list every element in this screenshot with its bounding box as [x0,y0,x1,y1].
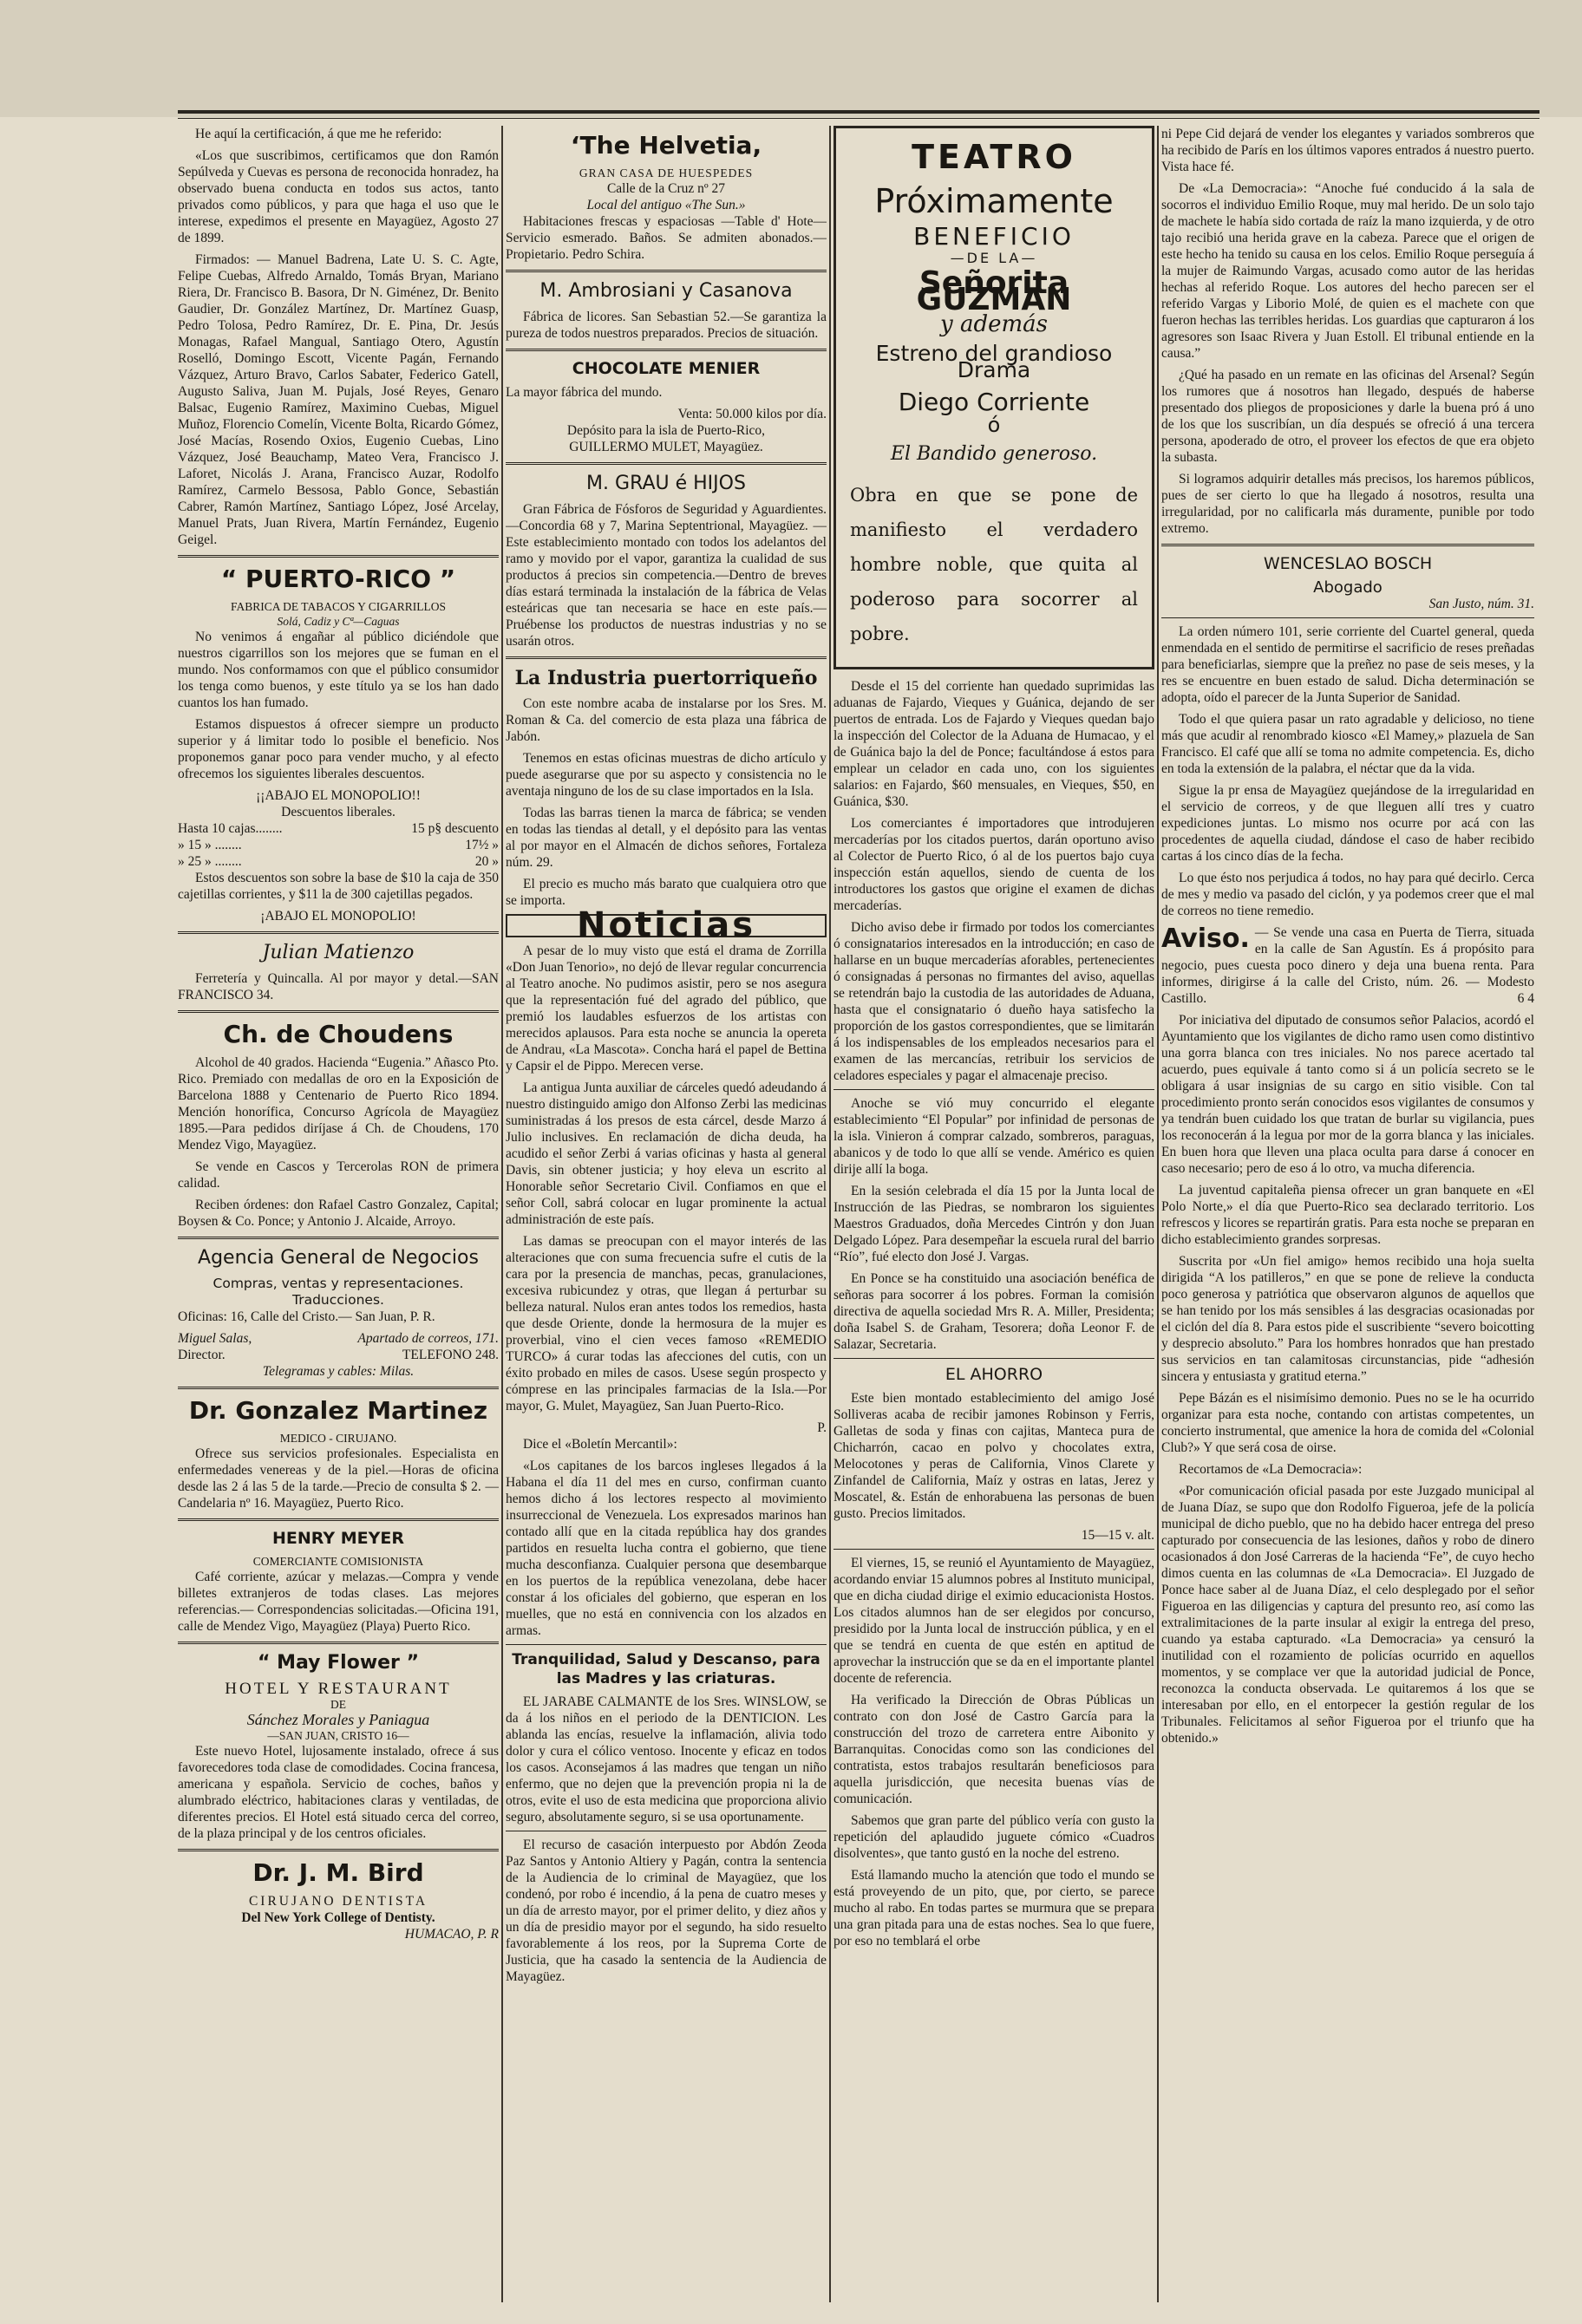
arsenal-text-2: Si logramos adquirir detalles más precisos, los haremos públicos, pues de ser cierto lo que ha llegado á nosotros, resulta una irregularidad, por no calificarla más duramente, punible por todo extremo. [1161,472,1534,536]
divider [178,1849,499,1851]
divider [178,1642,499,1644]
page-top-margin [0,0,1582,117]
gonzalez-title: Dr. Gonzalez Martinez [188,1396,488,1425]
noticias-heading: Noticias [506,914,827,937]
puerto-rico-p5: Estos descuentos son sobre la base de $10 la caja de 350 cajetillas corrientes, y $11 la de 300 cajetillas pegados. [178,871,499,902]
column-1 [178,126,499,2302]
teatro-title: TEATRO [912,138,1076,176]
pito-text: Está llamando mucho la atención que todo el mundo se está proveyendo de un pito, que, por cierto, se parece mucho al rabo. En todas partes se murmura que se prepara una gran pitada para una de estas noches. Sea lo que fuere, por eso no temblará el orbe [833,1868,1154,1949]
agencia-title: Agencia General de Negocios [198,1247,479,1269]
meyer-title: HENRY MEYER [272,1529,404,1548]
aviso-block [1161,924,1534,1007]
helvetia-title: ‘The Helvetia, [570,131,762,160]
certificate-intro: He aquí la certificación, á que me he referido: [195,127,442,141]
ayuntamiento-text: El viernes, 15, se reunió el Ayuntamiento de Mayagüez, acordando enviar 15 alumnos pobres al Instituto municipal, que en dicha ciudad dirige el eximio educacionista Hostos. Los citados alumnos han de ser elegidos por concurso, presidido por la Junta local de instrucción pública, y en el que se tendrá en cuenta de que estén en aptitud de aprovechar la instrucción que se da en el importante plantel docente de referencia. [833,1556,1154,1686]
consumos-text: Por iniciativa del diputado de consumos señor Palacios, acordó el Ayuntamiento que los vigilantes de dicho ramo usen como distintivo una gorra blanca con tres iniciales. No nos parece acertado tal acuerdo, pues equivale á tanto como si á un policía secreto se le obligara á usar insignias de su cargo en sitio visible. Con tal procedimiento pronto serán conocidos esos vigilantes de consumos y ya tendrán buen cuidado los que tratan de burlar su vigilancia, pues los reconocerán á la legua por mor de la gorra blanca y las iniciales. En buen hora que lleven una placa oculta para darse á conocer en caso necesario; pero de eso á lo otro, va mucha diferencia. [1161,1013,1534,1176]
noticias-p4: Dice el «Boletín Mercantil»: [523,1437,677,1452]
menier-text-1: La mayor fábrica del mundo. [506,385,663,400]
agencia-telephone: TELEFONO 248. [402,1348,499,1362]
sombreros-text: ni Pepe Cid dejará de vender los elegantes y variados sombreros que ha recibido de París en los últimos vapores entrados á nuestro puerto. Vista hace fé. [1161,127,1534,174]
juzgado-text: «Por comunicación oficial pasada por este Juzgado municipal al de Juana Díaz, se supo que don Rodolfo Figueroa, jefe de la policía municipal de dicho pueblo, que no ha debido hacer entrega del preso capturado por consecuencia de las lesiones, daños y robo de dinero ocasionados á don José Carreras de la hacienda “Fe”, de cuyo hecho dimos cuenta en las columnas de «La Democracia». El Juzgado de Ponce hace saber al de Juana Díaz, el celo desplegado por el señor Figueroa en las diligencias y captura del presunto reo, así como las extralimitaciones de la parte insular al exigir la entrega del preso, cuando ya estaba capturado. «La Democracia» ya censuró la inutilidad con el rozamiento de policías ocurrido en aquellos momentos, y se complace ver que la autoridad judicial de Ponce, reconozca la conducta observada. Le quitaremos á los que se interesaban por ello, en el entorpecer la gestión regular de los Tribunales. Felicitamos al señor Figueroa por el triunfo que ha obtenido.» [1161,1484,1534,1746]
cuadros-text: Sabemos que gran parte del público vería con gusto la repetición del aplaudido juguete cómico «Cuadros disolventes», que tanto gustó en la noche del estreno. [833,1813,1154,1861]
aviso-number: 6 4 [1517,991,1534,1006]
divider [1161,617,1534,618]
grau-title: M. GRAU é HIJOS [586,473,746,494]
ahorro-title: EL AHORRO [945,1365,1043,1384]
industria-p1: Con este nombre acaba de instalarse por los Sres. M. Roman & Ca. del comercio de esta plaza una fábrica de Jabón. [506,696,827,744]
masthead-rule-thin [178,118,1540,119]
divider [178,1237,499,1239]
discount-row [178,820,499,837]
matienzo-title: Julian Matienzo [262,942,415,963]
noticias-p2: La antigua Junta auxiliar de cárceles quedó adeudando á nuestro distinguido amigo don Alfonso Zerbi las medicinas suministradas á los presos de esta cárcel, desde Marzo á Julio inclusives. En reclamación de dicha deuda, ha acudido el señor Zerbi á varias oficinas y hasta al general Davis, sin obtener justicia; y hoy eleva un escrito al Honorable señor Secretario Civil. Confiamos en que el señor Coll, sabrá colocar en lugar prominente la actual administración de este país. [506,1080,827,1227]
teatro-de-la: —DE LA— [950,250,1038,266]
column-3 [833,126,1154,2302]
ambrosiani-title: M. Ambrosiani y Casanova [539,280,793,302]
ambrosiani-text: Fábrica de licores. San Sebastian 52.—Se garantiza la pureza de todos nuestros preparados. Precios de situación. [506,310,827,341]
discount-row [178,837,499,853]
teatro-body: Obra en que se pone de manifiesto el verdadero hombre noble, que quita al poderoso para socorrer al pobre. [850,485,1138,644]
choudens-text-3: Reciben órdenes: don Rafael Castro Gonzalez, Capital; Boysen & Co. Ponce; y Antonio J. Alcaide, Arroyo. [178,1198,499,1229]
discount-rate: 17½ » [465,838,499,852]
discount-row [178,853,499,870]
grau-text: Gran Fábrica de Fósforos de Seguridad y Aguardientes.—Concordia 68 y 7, Marina Septentrional, Mayagüez. — Este establecimiento montado con todos los adelantos del ramo y movido por el vapor, garantiza la cualidad de sus productos á precios sin competencia.—Dentro de breves días estará terminada la instalación de la fábrica de Velas esteáricas que tan necesaria se hace en este país.—Pruébense los productos de nuestras industrias y no se usarán otros. [506,502,827,649]
noticias-p1: A pesar de lo muy visto que está el drama de Zorrilla «Don Juan Tenorio», no dejó de llevar regular concurrencia al Teatro anoche. No pudimos asistir, pero se nos asegura que la representación fué del agrado del público, que premió los laudables esfuerzos de los artistas con merecidos aplausos. Para esta noche se anuncia la opereta de Andrau, «La Mascota». Concha hará el papel de Bettina y Capsir el de Pippo. Merecen verse. [506,943,827,1074]
puerto-rico-subtitle: FABRICA DE TABACOS Y CIGARRILLOS [231,600,446,613]
agencia-role: Director. [178,1348,226,1362]
helvetia-subtitle: GRAN CASA DE HUESPEDES [579,166,754,180]
certificate-text: «Los que suscribimos, certificamos que don Ramón Sepúlveda y Cuevas es persona de reconocida honradez, ha observado buena conducta en todos sus actos, tanto privados como públicos, y para que haga el uso que le interese, expedimos el presente en Mayagüez, Agosto 27 de 1899. [178,148,499,245]
helvetia-address: Calle de la Cruz nº 27 [606,181,726,196]
teatro-play-title: Diego Corriente [898,388,1090,416]
teatro-beneficio: BENEFICIO [913,222,1075,251]
teatro-estreno: Estreno del grandioso Drama [875,341,1113,382]
puerto-rico-p1: No venimos á engañar al público diciéndole que nuestros cigarrillos son los mejores que se fuman en el mundo. Nos conformamos con que el público consumidor los tenga como buenos, y este título ya se los han dado cuantos los han fumado. [178,630,499,710]
menier-title: CHOCOLATE MENIER [572,359,761,378]
divider [506,270,827,272]
patilleros-text: Suscrita por «Un fiel amigo» hemos recibido una hoja suelta dirigida “A los patilleros,” en que se pone de relieve la conducta poco generosa y patriótica que observaron algunos de aquellos que se han tenido por los más sensibles á las desgracias ocasionadas por el ciclón del día 8. Para estos pide el suscribiente “severo boicotting y desprecio absoluto.” Para los hombres honrados que han prestado sus servicios en tan calamitosas circunstancias, pide “adhesión sincera y entusiasta y gratitud eterna.” [1161,1254,1534,1384]
matienzo-text: Ferretería y Quincalla. Al por mayor y detal.—SAN FRANCISCO 34. [178,971,499,1002]
bird-title: Dr. J. M. Bird [252,1858,424,1887]
mayflower-subtitle: HOTEL Y RESTAURANT [225,1680,452,1698]
noticias-p3: Las damas se preocupan con el mayor interés de las alteraciones que con suma frecuencia sufre el cutis de la cara por la presencia de manchas, pecas, granulaciones, excesiva rubicundez y otras, que llegan á perturbar su belleza natural. Nulos eran antes todos los remedios, hasta que desde Oriente, donde la hermosura de la mujer es proverbial, vino el cien veces famoso «REMEDIO TURCO» á curar todas las afecciones del cutis, con un éxito probado en miles de casos. Usese según prospecto y cómprese en las principales farmacias de la Isla.—Por mayor, G. Mulet, Mayagüez, San Juan Puerto-Rico. [506,1234,827,1413]
bird-place: HUMACAO, P. R [404,1927,499,1942]
popular-text: Anoche se vió muy concurrido el elegante establecimiento “El Popular” por infinidad de personas de la isla. Vinieron á comprar calzado, sombreros, paraguas, abanicos y de todo lo que allí se vende. Américo es quien dirije allí la boga. [833,1096,1154,1177]
mayflower-text: Este nuevo Hotel, lujosamente instalado, ofrece á sus favorecedores toda clase de comodidades. Cocina francesa, americana y española. Servicio de coches, baños y alumbrado eléctrico, habitaciones claras y ventiladas, de diferentes precios. El Hotel está situado cerca del correo, de la plaza principal y de los centros oficiales. [178,1744,499,1841]
teatro-ademas: y además [940,311,1048,337]
agencia-row [178,1330,499,1347]
menier-text-4: GUILLERMO MULET, Mayagüez. [569,440,763,454]
recortamos-text: Recortamos de «La Democracia»: [1179,1462,1363,1477]
puerto-rico-title: “ PUERTO-RICO ” [220,565,456,593]
mamey-text: Todo el que quiera pasar un rato agradable y delicioso, no tiene más que acudir al renombrado kiosco «El Mamey,» plazuela de San Francisco. El café que allí se toma no admite competencia. Es, dicho en toda la extensión de la palabra, el néctar que da la vida. [1161,712,1534,776]
agencia-name: Miguel Salas, [178,1331,252,1346]
gonzalez-text: Ofrece sus servicios profesionales. Especialista en enfermedades venereas y de la piel.—Horas de oficina desde las 2 á las 5 de la tarde.—Precio de consulta $ 2. — Candelaria nº 16. Mayagüez, Puerto Rico. [178,1446,499,1511]
arsenal-text: ¿Qué ha pasado en un remate en las oficinas del Arsenal? Según los rumores que á nosotros han llegado, después de haberse presentado dos pliegos de proposiciones y darle la buena pró á uno de los que los suscribían, un día después se ofreció á una tercera persona, apoderado de otro, el proveer los efectos de que era objeto la subasta. [1161,368,1534,465]
helvetia-text: Habitaciones frescas y espaciosas —Table d' Hote— Servicio esmerado. Baños. Se admiten abonados.—Propietario. Pedro Schira. [506,214,827,262]
agencia-apartado: Apartado de correos, 171. [357,1331,499,1346]
teatro-guzman: Señorita GUZMAN [916,265,1072,317]
teatro-subtitle: El Bandido generoso. [890,443,1098,465]
choudens-text: Alcohol de 40 grados. Hacienda “Eugenia.” Añasco Pto. Rico. Premiado con medallas de oro en la Exposición de Barcelona 1888 y Centenario de Puerto Rico 1894. Mención honorífica, Concurso Agrícola de Mayagüez 1895.—Para pedidos diríjase á Ch. de Choudens, 170 Mendez Vigo, Mayagüez. [178,1055,499,1152]
mayflower-title: “ May Flower ” [257,1652,420,1674]
ponce-text: En Ponce se ha constituido una asociación benéfica de señoras para socorrer á los pobres. Forman la comisión directiva de aquella sociedad Mrs R. A. Miller, Presidenta; doña Isabel S. de Graham, Tesorera; doña Leonor F. de Salazar, Secretaria. [833,1271,1154,1352]
divider [506,349,827,351]
ahorro-signature: 15—15 v. alt. [1081,1528,1154,1543]
puerto-rico-p2: Estamos dispuestos á ofrecer siempre un producto superior y á limitar todo lo posible el beneficio. Nos proponemos ganar poco para vender mucho, y al efecto ofrecemos los siguientes liberales descuentos. [178,717,499,781]
bird-subtitle: CIRUJANO DENTISTA [248,1894,428,1909]
masthead-rule [178,110,1540,114]
divider [833,1358,1154,1359]
teatro-proximamente: Próximamente [874,182,1114,220]
aviso-heading: Aviso. [1161,924,1250,954]
column-2 [506,126,827,2302]
puerto-rico-location: Solá, Cadiz y Cª—Caguas [277,615,400,628]
aduanas-p2: Los comerciantes é importadores que introdujeren mercaderías por los citados puertos, darán oportuno aviso al Colector de Puerto Rico, ó al de los puertos bajo cuya inspección están aquellos, siendo de cuenta de los introductores los gastos que origine el examen de dichas mercaderías. [833,816,1154,913]
meyer-subtitle: COMERCIANTE COMISIONISTA [252,1555,424,1568]
industria-p3: Todas las barras tienen la marca de fábrica; se venden en todas las tiendas al detall, y el depósito para las ventas al por mayor en el Almacén de dichos señores, Fortaleza núm. 29. [506,806,827,870]
divider [178,555,499,558]
tranquilidad-title: Tranquilidad, Salud y Descanso, para las Madres y las criaturas. [512,1651,820,1688]
puerto-rico-slogan: ¡¡ABAJO EL MONOPOLIO!! [256,788,421,803]
mayflower-de: DE [330,1698,346,1711]
piedras-text: En la sesión celebrada el día 15 por la Junta local de Instrucción de las Piedras, se nombraron los siguientes Maestros Graduados, doña Mercedes Cintrón y don Juan Delgado López. Para desempeñar la escuela rural del barrio “Río”, fué electo don José J. Vargas. [833,1184,1154,1264]
divider [178,931,499,934]
discount-qty: » 25 » ........ [178,854,242,869]
column-rule-1 [501,126,503,2302]
casacion-text: El recurso de casación interpuesto por Abdón Zeoda Paz Santos y Antonio Altiery y Pagán, contra la sentencia de la Audiencia de lo criminal de Mayagüez, que los condenó, por robo é incendio, á la pena de cuatro meses y un día de arresto mayor, por el primer delito, y diez años y un día de presidio mayor por el segundo, ha sido resuelto favorablemente á los reos, por la Suprema Corte de Justicia, que ha casado la sentencia de la Audiencia de Mayagüez. [506,1838,827,1984]
correos-text: Sigue la pr ensa de Mayagüez quejándose de la irregularidad en el servicio de correos, y de que lleguen allí tres y cuatro expediciones juntas. Lo mismo nos ocurre por acá con las procedentes de aquella ciudad, dándose el caso de haber recibido cartas á los cinco días de la fecha. [1161,783,1534,864]
discount-qty: » 15 » ........ [178,838,242,852]
industria-title: La Industria puertorriqueño [514,667,818,689]
discount-rate: 20 » [474,854,499,869]
bosch-subtitle: Abogado [1313,578,1383,597]
column-rule-2 [829,126,831,2302]
agencia-address: Oficinas: 16, Calle del Cristo.— San Juan, P. R. [178,1309,435,1324]
divider [833,1549,1154,1550]
divider [506,656,827,659]
choudens-title: Ch. de Choudens [223,1020,454,1048]
mayflower-owner: Sánchez Morales y Paniagua [246,1711,430,1728]
helvetia-local: Local del antiguo «The Sun.» [586,198,746,212]
column-rule-3 [1157,126,1159,2302]
certificate-signatures: Firmados: — Manuel Badrena, Late U. S. C. Agte, Felipe Cuebas, Alfredo Arnaldo, Tomás Bryan, Mariano Riera, Dr. Francisco B. Basora, Dr N. Giménez, Dr. Benito Gaudier, Dr. González Martínez, Dr. Martínez Guasp, Pedro Tolosa, Pedro Ramírez, Dr. E. Pina, Dr. Jesús Monagas, Rafael Mangual, Santiago Otero, Agustín Roselló, Domingo Escott, Vicente Pagán, Fernando Vázquez, Arturo Bravo, Carlos Sabater, Federico Gatell, Augusto Saliva, Juan M. Pujals, José Reyes, Genaro Balsac, Eugenio Ramírez, Maximino Cuebas, Miguel Muñoz, Florencio Comelín, Vicente Bolta, Ricardo Gómez, José Macías, Rosendo Oxios, Eugenio Cuebas, Lino Vázquez, José Beauchamp, Mateo Vera, Francisco J. Laforet, Nicolás J. Arana, Francisco Auzar, Rodolfo Ramírez, Carmelo Bessosa, Pablo Gonce, Sebastián Cabrer, Ramón Martínez, Santiago López, José Arcelay, Manuel Prats, Juan Rivera, Martín Fernández, Eugenio Geigel. [178,252,499,547]
meyer-text: Café corriente, azúcar y melazas.—Compra y vende billetes extranjeros de todas clases. Las mejores referencias.— Correspondencias solicitadas.—Oficina 191, calle de Mendez Vigo, Mayagüez (Playa) Puerto Rico. [178,1570,499,1634]
gonzalez-subtitle: MEDICO - CIRUJANO. [279,1432,397,1445]
divider [178,1387,499,1389]
bird-college: Del New York College of Dentisty. [241,1910,435,1925]
correos-text-2: Lo que ésto nos perjudica á todos, no hay para qué decirlo. Cerca de mes y medio va pasado del ciclón, y ya podemos creer que el mal de correos no tiene remedio. [1161,871,1534,918]
menier-text-3: Depósito para la isla de Puerto-Rico, [566,423,766,438]
orden-text: La orden número 101, serie corriente del Cuartel general, queda enmendada en el sentido de permitirse el sacrificio de reses preñadas para beneficiarlas, siempre que la preñez no pase de seis meses, y la res se encuentre en buen estado de salud. Dicha determinación se adopta, oído el parecer de la Junta Superior de Sanidad. [1161,624,1534,705]
ahorro-text: Este bien montado establecimiento del amigo José Solliveras acaba de recibir jamones Robinson y Ferris, Galletas de soda y finas con cajitas, Manteca pura de Chicharrón, cacao en polvo y chocolates extra, Melocotones y peras de California, Vinos Clarete y Zinfandel de California, Maíz y ostras en latas, Jerez y Moscatel, &. Están de enhorabuena las personas de buen gusto. Precios limitados. [833,1391,1154,1521]
teatro-advert-box [833,126,1154,669]
menier-text-2: Venta: 50.000 kilos por día. [677,407,827,421]
divider [178,1010,499,1013]
puerto-rico-slogan-2: ¡ABAJO EL MONOPOLIO! [260,909,416,924]
divider [178,1518,499,1521]
discount-qty: Hasta 10 cajas........ [178,821,283,836]
aviso-text: — Se vende una casa en Puerta de Tierra, situada en la calle de San Agustín. Es á propósito para negocio, pues cuesta poco dinero y deja una buena renta. Para informes, dirigirse á la calle del Cristo, núm. 26. — Modesto Castillo. [1161,925,1534,1006]
noticias-p5: «Los capitanes de los barcos ingleses llegados á la Habana el día 11 del mes en curso, confirman cuanto hemos dicho á los lectores respecto al movimiento insurreccional de Venezuela. Los expresados marinos han contado allí que en la citada república hay dos grandes partidos en resuelta lucha contra el gobierno, que tiene mucha desconfianza. Cualquier persona que desembarque en los puertos de la república venezolana, debe hacer constar á los oficiales del gobierno, que esperan en los muelles, que no está en connivencia con los alzados en armas. [506,1459,827,1638]
bosch-title: WENCESLAO BOSCH [1263,554,1433,573]
agencia-row [178,1347,499,1363]
divider [506,1644,827,1645]
agencia-subtitle: Compras, ventas y representaciones. Traducciones. [212,1276,464,1308]
democracia-text: De «La Democracia»: “Anoche fué conducido á la sala de socorros el individuo Emilio Roque, muy mal herido. De un solo tajo de machete le había sido cortada de raíz la mano izquierda, y de otro tajo recibió una herida grave en la cabeza. Parece que el origen de este hecho ha tenido su causa en los celos. Emilio Roque perseguía á la mujer de Raimundo Vargas, acusado como autor de las heridas hechas al referido Roque. Los autores del hecho parecen ser el referido Vargas y Liborio Molé, de quien es el machete con que fueron hechas las terribles heridas. Los guardias que capturaron á los agresores son Isaac Rivera y Juan Estoll. El tribunal entiende en la causa.” [1161,181,1534,361]
aduanas-p3: Dicho aviso debe ir firmado por todos los comerciantes ó consignatarios interesados en la introducción; en caso de hallarse en un buque mercaderías aforables, pertenecientes ó consignadas á personas no firmantes del aviso, aquellas se retendrán bajo la custodia de las autoridades de Aduana, hasta que el consignatario ó dueño haya satisfecho la proporción de los gastos correspondientes, que se limitarán á los indispensables de los empleados necesarios para el examen de las mercancías, retribuir los servicios de celadores especiales y pagar el almacenaje preciso. [833,920,1154,1083]
tranquilidad-text: EL JARABE CALMANTE de los Sres. WINSLOW, se da á los niños en el periodo de la DENTICION. Les ablanda las encías, resuelve la inflamación, alivia todo dolor y cura el cólico ventoso. Inocente y eficaz en todos los casos. Aconsejamos á las madres que tengan un niño enfermo, que no dejen que la prevención propia ni la de otros, evite el uso de esta medicina que proporciona alivio seguro, absolutamente seguro, si se usa oportunamente. [506,1694,827,1825]
mayflower-address: —SAN JUAN, CRISTO 16— [267,1729,409,1742]
puerto-rico-discounts-label: Descuentos liberales. [281,805,396,819]
divider [1161,544,1534,546]
divider [833,1089,1154,1090]
divider [506,462,827,465]
bosch-address: San Justo, núm. 31. [1428,597,1534,611]
polo-norte-text: La juventud capitaleña piensa ofrecer un gran banquete en «El Polo Norte,» el día que Puerto-Rico sea declarado territorio. Los refrescos y licores se repartirán gratis. Para esta noche se preparan en dicho establecimiento grandes sorpresas. [1161,1183,1534,1247]
noticias-p3-signature: P. [817,1420,827,1435]
agencia-cables: Telegramas y cables: Milas. [262,1364,415,1379]
column-4 [1161,126,1534,2302]
teatro-o: ó [987,413,1001,437]
industria-p2: Tenemos en estas oficinas muestras de dicho artículo y puede asegurarse que por su aspecto y consistencia no le aventaja ninguno de los de su clase importados en la Isla. [506,751,827,799]
industria-p4: El precio es mucho más barato que cualquiera otro que se importa. [506,877,827,908]
aduanas-p1: Desde el 15 del corriente han quedado suprimidas las aduanas de Fajardo, Vieques y Guánica, dejando de ser puertos de entrada. Los de Fajardo y Vieques quedan bajo la inspección del Colector de la Aduana de Humacao, y el de Guánica bajo la del de Ponce; facultándose á estos para emplear un celador en cada uno, con los siguientes salarios: en Fajardo, $60 mensuales, en Vieques, $50, en Guánica, $30. [833,679,1154,809]
bazan-text: Pepe Bázán es el nisimísimo demonio. Pues no se le ha ocurrido organizar para esta noche, contando con artistas competentes, un concierto instrumental, que amenice la hora de comida del «Colonial Club?» Y que será cosa de oirse. [1161,1391,1534,1455]
discount-rate: 15 p§ descuento [411,821,499,836]
obras-publicas-text: Ha verificado la Dirección de Obras Públicas un contrato con don José de Castro García para la construcción del trozo de carretera entre Aibonito y Barranquitas. Conocidas como son las condiciones del contratista, estos trabajos resultarán beneficiosos para aquella jurisdicción, que necesita buenas vías de comunicación. [833,1693,1154,1806]
choudens-text-2: Se vende en Cascos y Tercerolas RON de primera calidad. [178,1159,499,1191]
